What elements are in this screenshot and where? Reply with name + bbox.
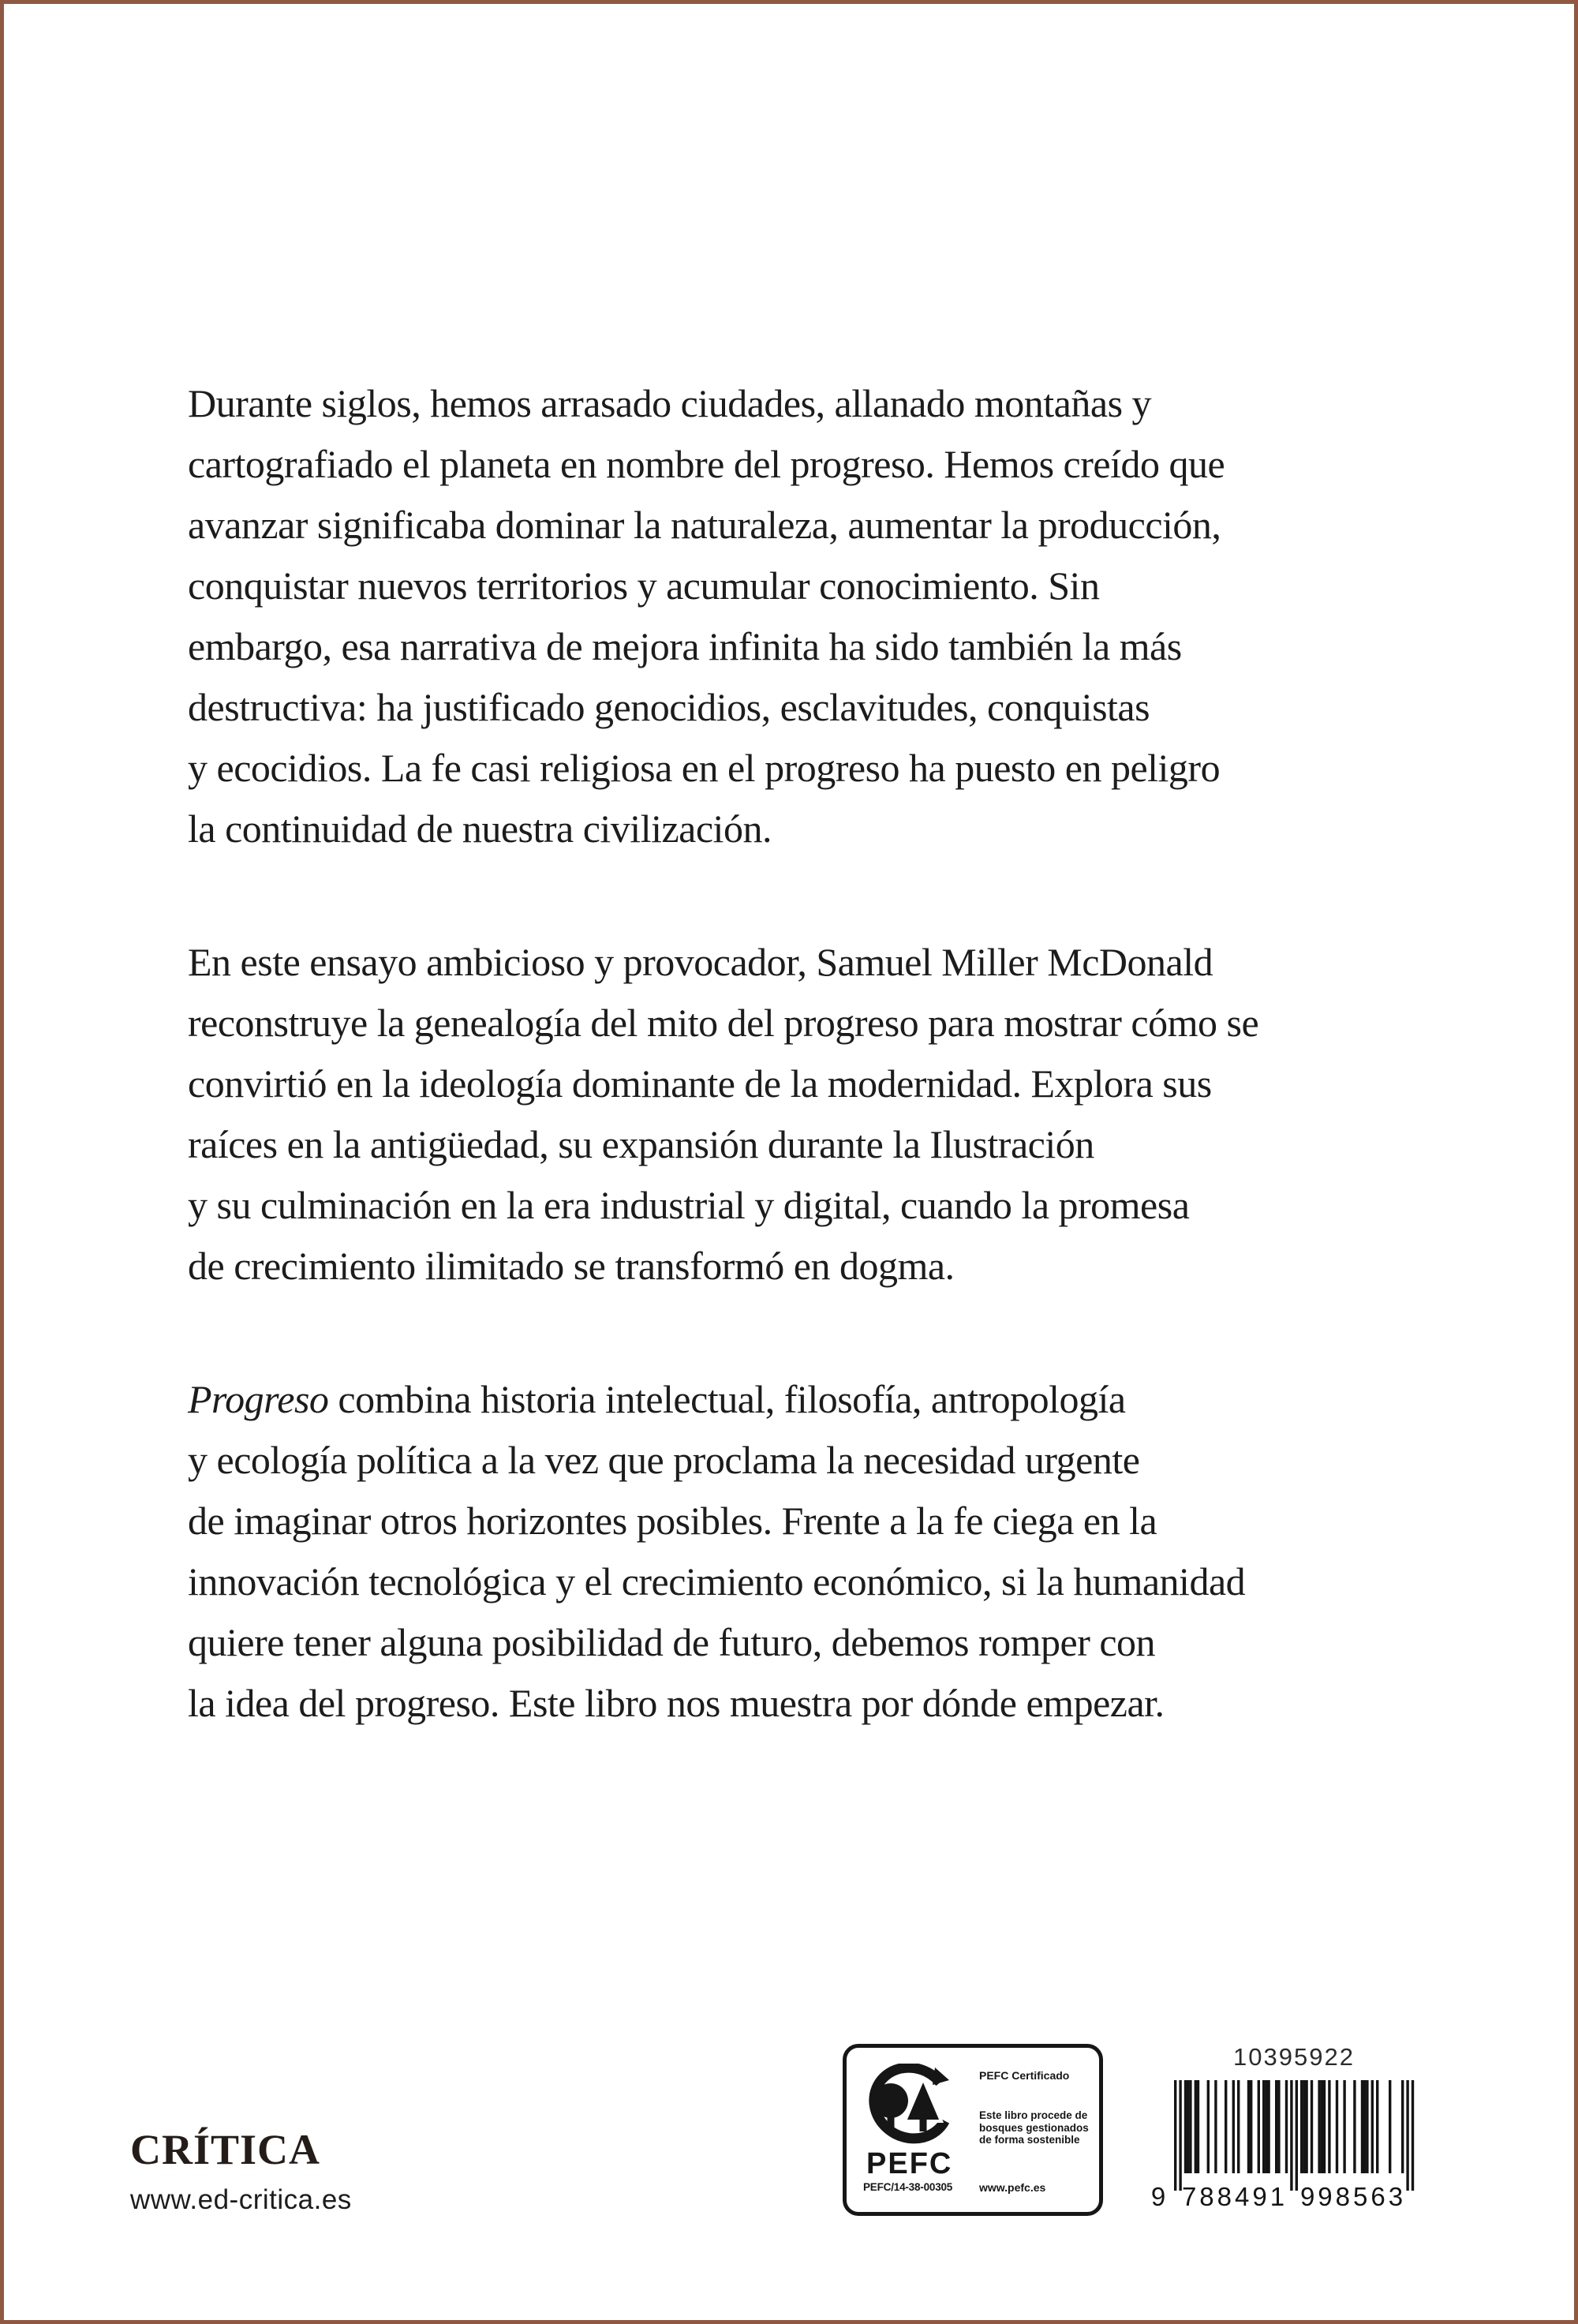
text-line: de imaginar otros horizontes posibles. Frente a la fe ciega en la [188, 1499, 1157, 1543]
publisher-logo: CRÍTICA [130, 2126, 321, 2173]
text-line: Progreso combina historia intelectual, filosofía, antropología [188, 1377, 1126, 1421]
pefc-license-number: PEFC/14-38-00305 [863, 2181, 953, 2193]
text-line: convirtió en la ideología dominante de la modernidad. Explora sus [188, 1061, 1212, 1106]
text-line: la continuidad de nuestra civilización. [188, 806, 772, 851]
text-line: de crecimiento ilimitado se transformó en dogma. [188, 1244, 955, 1288]
text-line: destructiva: ha justificado genocidios, esclavitudes, conquistas [188, 685, 1150, 729]
book-title-italic: Progreso [188, 1377, 329, 1421]
text-line: la idea del progreso. Este libro nos muestra por dónde empezar. [188, 1681, 1165, 1725]
text-line: En este ensayo ambicioso y provocador, Samuel Miller McDonald [188, 940, 1213, 984]
pefc-website: www.pefc.es [979, 2181, 1046, 2194]
ean13-barcode [1146, 2080, 1419, 2210]
svg-text:9: 9 [1150, 2182, 1166, 2210]
text-line: reconstruye la genealogía del mito del progreso para mostrar cómo se [188, 1001, 1259, 1045]
paragraph [188, 373, 1403, 859]
text-line: y su culminación en la era industrial y digital, cuando la promesa [188, 1183, 1190, 1227]
text-line: cartografiado el planeta en nombre del progreso. Hemos creído que [188, 442, 1225, 486]
paragraph [188, 1369, 1403, 1734]
text-line: embargo, esa narrativa de mejora infinita ha sido también la más [188, 624, 1182, 668]
pefc-label [843, 2044, 1103, 2216]
pefc-title: PEFC Certificado [979, 2069, 1070, 2082]
text-line: innovación tecnológica y el crecimiento económico, si la humanidad [188, 1559, 1246, 1604]
text-line: conquistar nuevos territorios y acumular conocimiento. Sin [188, 563, 1100, 608]
barcode-top-number: 10395922 [1233, 2043, 1355, 2071]
publisher-website: www.ed-critica.es [130, 2184, 352, 2215]
pefc-description: Este libro procede de bosques gestionados de forma sostenible [979, 2109, 1089, 2146]
text-line: raíces en la antigüedad, su expansión durante la Ilustración [188, 1122, 1094, 1166]
synopsis-text [188, 373, 1403, 1806]
paragraph [188, 932, 1403, 1297]
svg-text:998563: 998563 [1299, 2182, 1407, 2210]
pefc-logo-text: PEFC [866, 2147, 953, 2180]
pefc-trees-icon [867, 2064, 955, 2146]
text-line: Durante siglos, hemos arrasado ciudades, allanado montañas y [188, 381, 1152, 425]
svg-text:788491: 788491 [1181, 2182, 1288, 2210]
publisher-block [130, 2125, 352, 2216]
text-line: avanzar significaba dominar la naturaleza, aumentar la producción, [188, 503, 1221, 547]
text-line: quiere tener alguna posibilidad de futuro, debemos romper con [188, 1620, 1156, 1664]
text-line: y ecocidios. La fe casi religiosa en el progreso ha puesto en peligro [188, 746, 1221, 790]
text-line: y ecología política a la vez que proclama la necesidad urgente [188, 1438, 1140, 1482]
